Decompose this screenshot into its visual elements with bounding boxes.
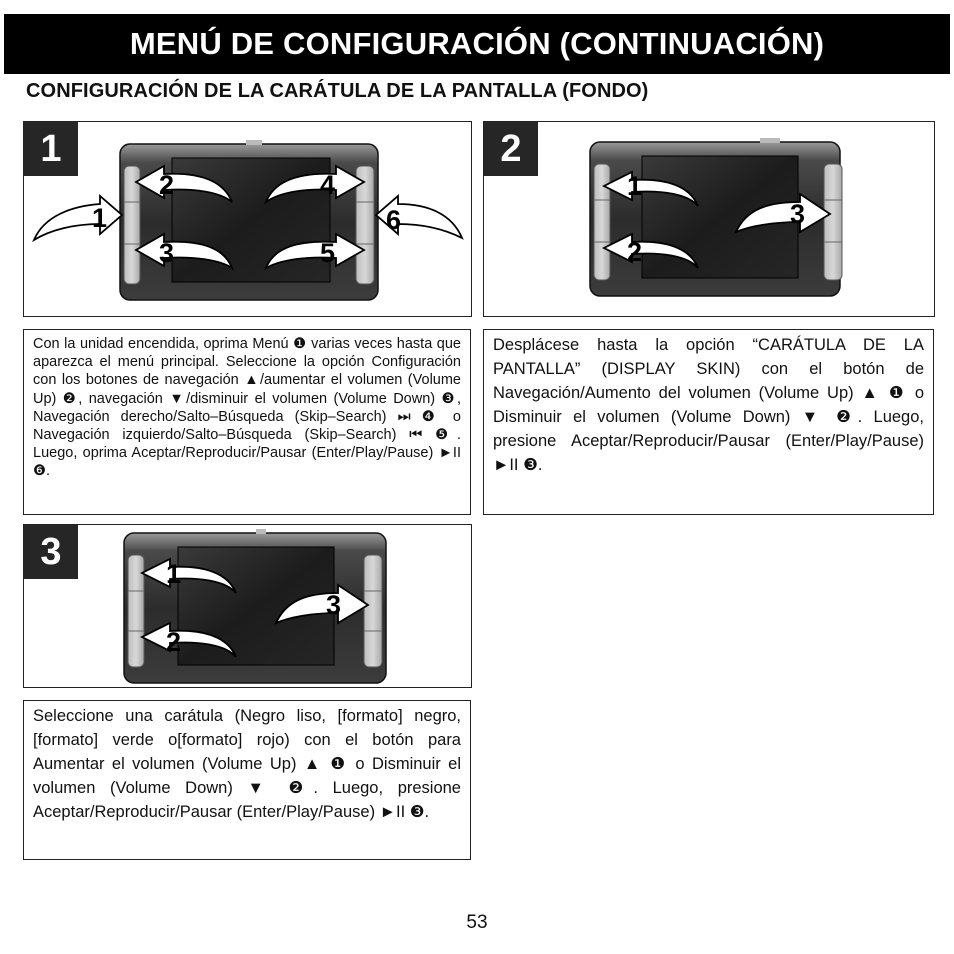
- page-banner-title: MENÚ DE CONFIGURACIÓN (CONTINUACIÓN): [4, 14, 950, 74]
- mp3-player-illustration: [24, 525, 471, 687]
- arrow-label: 3: [159, 238, 175, 268]
- arrow-label: 2: [159, 170, 175, 200]
- step-2-instructions: Desplácese hasta la opción “CARÁTULA DE LA PANTALLA” (DISPLAY SKIN) con el botón de Navegación/Aumento del volumen (Volume Up) ▲ ❶ o Disminuir el volumen (Volume Down) ▼ ❷. Luego, presione Aceptar/Reproducir/Pausar (Enter/Play/Pause) ►II ❸.: [483, 329, 934, 515]
- arrow-label: 5: [320, 238, 336, 268]
- step-2-illustration: [483, 121, 935, 317]
- arrow-label: 3: [326, 590, 342, 620]
- step-3-illustration: [23, 524, 472, 688]
- step-1-illustration: [23, 121, 472, 317]
- page-number: 53: [466, 912, 488, 933]
- arrow-label: 6: [386, 205, 402, 235]
- mp3-player-illustration: [24, 122, 471, 316]
- arrow-label: 3: [790, 199, 806, 229]
- section-subtitle: CONFIGURACIÓN DE LA CARÁTULA DE LA PANTALLA (FONDO): [26, 80, 649, 102]
- step-1-instructions: Con la unidad encendida, oprima Menú ❶ varias veces hasta que aparezca el menú principal. Seleccione la opción Configuración con los botones de navegación ▲/aumentar el volumen (Volume Up) ❷, navegación ▼/disminuir el volumen (Volume Down) ❸, Navegación derecho/Salto–Búsqueda (Skip–Search) ⏭ ❹ o Navegación izquierdo/Salto–Búsqueda (Skip–Search) ⏮ ❺. Luego, oprima Aceptar/Reproducir/Pausar (Enter/Play/Pause) ►II ❻.: [23, 329, 471, 515]
- arrow-label: 1: [92, 203, 108, 233]
- arrow-label: 2: [627, 237, 643, 267]
- step-3-instructions: Seleccione una carátula (Negro liso, [formato] negro, [formato] verde o[formato] rojo) con el botón para Aumentar el volumen (Volume Up) ▲ ❶ o Disminuir el volumen (Volume Down) ▼ ❷. Luego, presione Aceptar/Reproducir/Pausar (Enter/Play/Pause) ►II ❸.: [23, 700, 471, 860]
- step-number-badge: 1: [24, 122, 78, 176]
- arrow-label: 4: [320, 170, 336, 200]
- arrow-label: 1: [166, 559, 182, 589]
- arrow-label: 2: [166, 627, 182, 657]
- step-number-badge: 2: [484, 122, 538, 176]
- arrow-label: 1: [627, 171, 643, 201]
- step-number-badge: 3: [24, 525, 78, 579]
- mp3-player-illustration: [484, 122, 934, 316]
